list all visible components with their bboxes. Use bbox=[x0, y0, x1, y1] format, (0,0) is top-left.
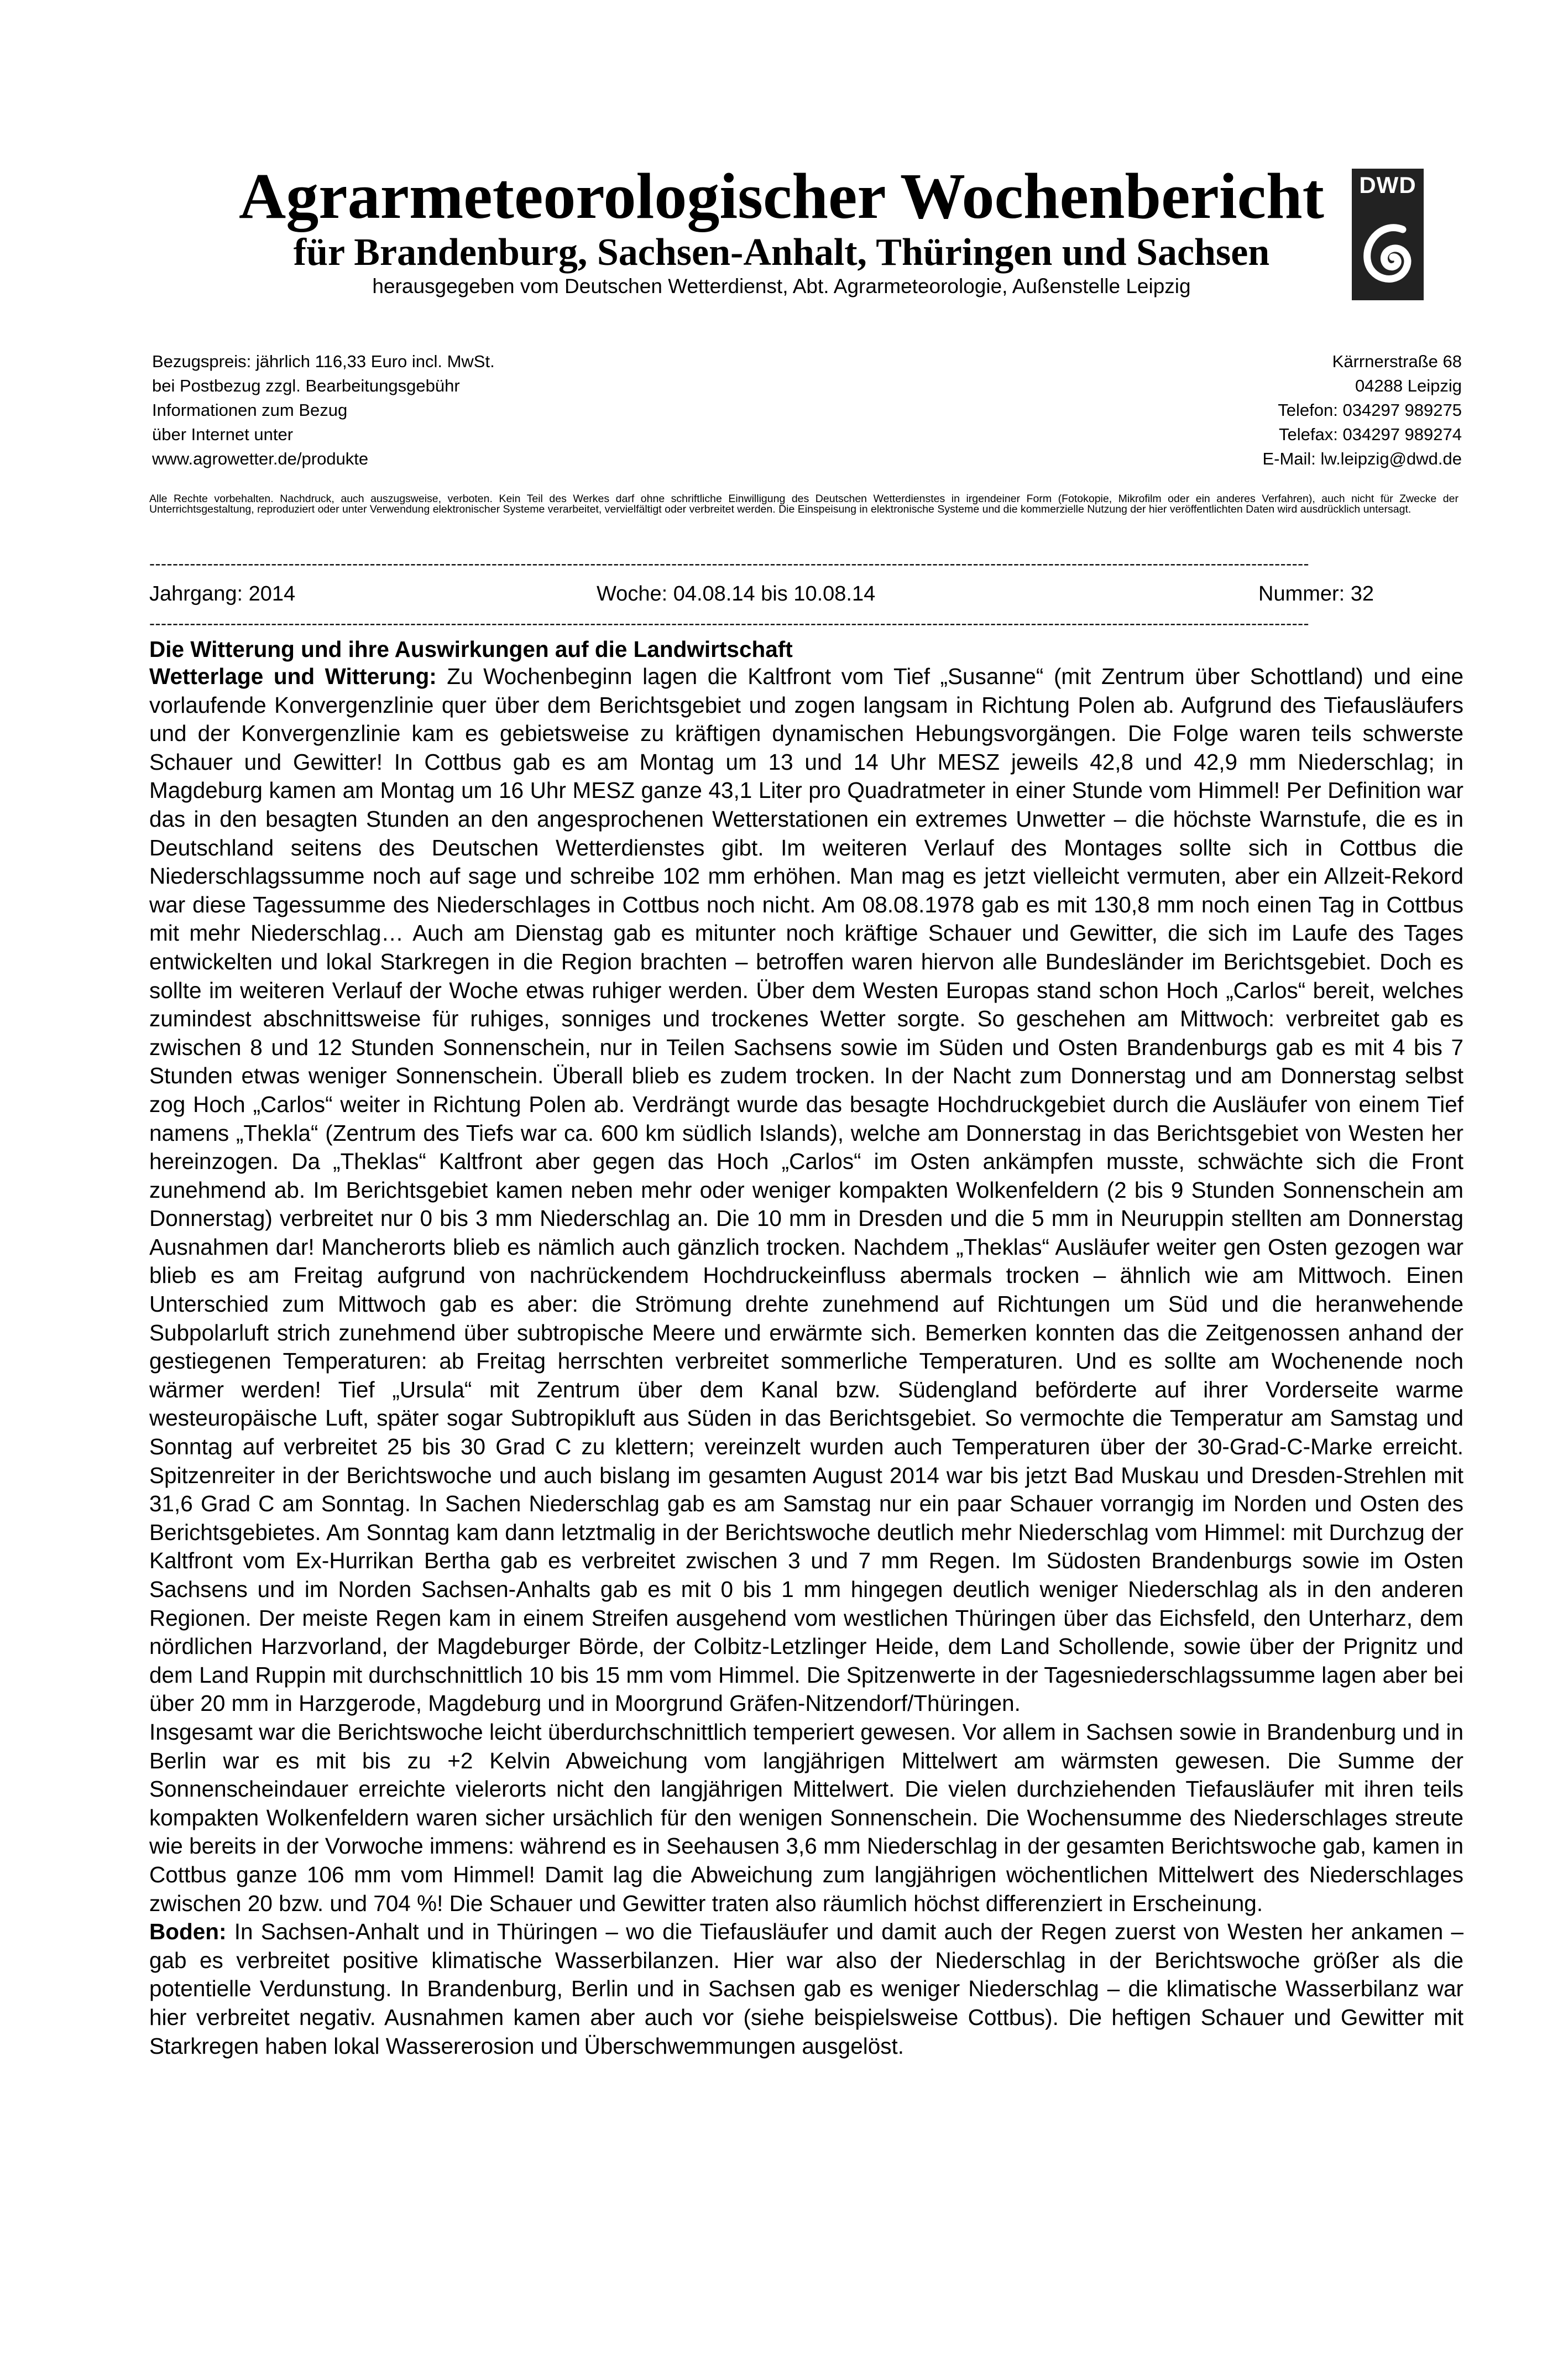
report-body bbox=[149, 662, 1463, 2060]
subscription-url: www.agrowetter.de/produkte bbox=[152, 449, 369, 468]
dwd-logo bbox=[1352, 169, 1424, 300]
subscription-info bbox=[152, 349, 495, 471]
weather-label: Wetterlage und Witterung: bbox=[149, 664, 437, 689]
summary-paragraph: Insgesamt war die Berichtswoche leicht überdurchschnittlich temperiert gewesen. Vor allem in Sachsen sowie in Brandenburg und in Berlin war es mit bis zu +2 Kelvin Abweichung vom langjährigen Mittelwert am wärmsten gewesen. Die Summe der Sonnenscheindauer erreichte vielerorts nicht den langjährigen Mittelwert. Die vielen durchziehenden Tiefausläufer mit ihren teils kompakten Wolkenfeldern waren sicher ursächlich für den wenigen Sonnenschein. Die Wochensumme des Niederschlages streute wie bereits in der Vorwoche immens: während es in Seehausen 3,6 mm Niederschlag in der gesamten Berichtswoche gab, kamen in Cottbus ganze 106 mm vom Himmel! Damit lag die Abweichung zum langjährigen wöchentlichen Mittelwert des Niederschlages zwischen 20 bzw. und 704 %! Die Schauer und Gewitter traten also räumlich höchst differenziert in Erscheinung. bbox=[149, 1719, 1463, 1916]
issue-year: Jahrgang: 2014 bbox=[149, 582, 296, 606]
separator-bottom: -------------------------------------------------------------------------------------------------------------------------------------------------------------------------------------------------------- bbox=[149, 615, 1310, 632]
section-title: Die Witterung und ihre Auswirkungen auf die Landwirtschaft bbox=[149, 636, 793, 662]
separator-top: -------------------------------------------------------------------------------------------------------------------------------------------------------------------------------------------------------- bbox=[149, 556, 1310, 572]
report-title: Agrarmeteorologischer Wochenbericht bbox=[239, 160, 1324, 232]
dwd-swirl-icon bbox=[1357, 217, 1418, 295]
subscription-price: Bezugspreis: jährlich 116,33 Euro incl. MwSt. bbox=[152, 352, 495, 371]
issue-number: Nummer: 32 bbox=[1258, 582, 1374, 606]
soil-text: In Sachsen-Anhalt und in Thüringen – wo die Tiefausläufer und damit auch der Regen zuerst von Westen her ankamen – gab es verbreitet positive klimatische Wasserbilanzen. Hier war also der Niederschlag in der Berichtswoche größer als die potentielle Verdunstung. In Brandenburg, Berlin und in Sachsen gab es weniger Niederschlag – die klimatische Wasserbilanz war hier verbreitet negativ. Ausnahmen kamen aber auch vor (siehe beispielsweise Cottbus). Die heftigen Schauer und Gewitter mit Starkregen haben lokal Wassererosion und Überschwemmungen ausgelöst. bbox=[149, 1919, 1463, 2059]
subscription-internet: über Internet unter bbox=[152, 425, 294, 444]
contact-info bbox=[1262, 349, 1462, 471]
subscription-info-label: Informationen zum Bezug bbox=[152, 400, 348, 420]
issue-week: Woche: 04.08.14 bis 10.08.14 bbox=[597, 582, 876, 606]
report-subtitle: für Brandenburg, Sachsen-Anhalt, Thüringen und Sachsen bbox=[293, 231, 1270, 274]
soil-label: Boden: bbox=[149, 1919, 227, 1945]
weather-paragraph bbox=[149, 662, 1463, 1718]
contact-phone: Telefon: 034297 989275 bbox=[1278, 400, 1462, 420]
dwd-logo-text: DWD bbox=[1359, 172, 1416, 198]
subscription-fee: bei Postbezug zzgl. Bearbeitungsgebühr bbox=[152, 376, 460, 395]
contact-street: Kärrnerstraße 68 bbox=[1332, 352, 1462, 371]
weather-text: Zu Wochenbeginn lagen die Kaltfront vom Tief „Susanne“ (mit Zentrum über Schottland) und eine vorlaufende Konvergenzlinie quer über dem Berichtsgebiet und zogen langsam in Richtung Polen ab. Aufgrund des Tiefausläufers und der Konvergenzlinie kam es gebietsweise zu kräftigen dynamischen Hebungsvorgängen. Die Folge waren teils schwerste Schauer und Gewitter! In Cottbus gab es am Montag um 13 und 14 Uhr MESZ jeweils 42,8 und 42,9 mm Niederschlag; in Magdeburg kamen am Montag um 16 Uhr MESZ ganze 43,1 Liter pro Quadratmeter in einer Stunde vom Himmel! Per Definition war das in den besagten Stunden an den angesprochenen Wetterstationen ein extremes Unwetter – die höchste Warnstufe, die es in Deutschland seitens des Deutschen Wetterdienstes gibt. Im weiteren Verlauf des Montages sollte sich in Cottbus die Niederschlagssumme noch auf sage und schreibe 102 mm erhöhen. Man mag es jetzt vielleicht vermuten, aber ein Allzeit-Rekord war diese Tagessumme des Niederschlages in Cottbus noch nicht. Am 08.08.1978 gab es mit 130,8 mm noch einen Tag in Cottbus mit mehr Niederschlag… Auch am Dienstag gab es mitunter noch kräftige Schauer und Gewitter, die sich im Laufe des Tages entwickelten und lokal Starkregen in die Region brachten – betroffen waren hiervon alle Bundesländer im Berichtsgebiet. Doch es sollte im weiteren Verlauf der Woche etwas ruhiger werden. Über dem Westen Europas stand schon Hoch „Carlos“ bereit, welches zumindest abschnittsweise für ruhiges, sonniges und trockenes Wetter sorgte. So geschehen am Mittwoch: verbreitet gab es zwischen 8 und 12 Stunden Sonnenschein, nur in Teilen Sachsens sowie im Süden und Osten Brandenburgs gab es mit 4 bis 7 Stunden etwas weniger Sonnenschein. Überall blieb es zudem trocken. In der Nacht zum Donnerstag und am Donnerstag selbst zog Hoch „Carlos“ weiter in Richtung Polen ab. Verdrängt wurde das besagte Hochdruckgebiet durch die Ausläufer von einem Tief namens „Thekla“ (Zentrum des Tiefs war ca. 600 km südlich Islands), welche am Donnerstag in das Berichtsgebiet von Westen her hereinzogen. Da „Theklas“ Kaltfront aber gegen das Hoch „Carlos“ im Osten ankämpfen musste, schwächte sich die Front zunehmend ab. Im Berichtsgebiet kamen neben mehr oder weniger kompakten Wolkenfeldern (2 bis 9 Stunden Sonnenschein am Donnerstag) verbreitet nur 0 bis 3 mm Niederschlag an. Die 10 mm in Dresden und die 5 mm in Neuruppin stellten am Donnerstag Ausnahmen dar! Mancherorts blieb es nämlich auch gänzlich trocken. Nachdem „Theklas“ Ausläufer weiter gen Osten gezogen war blieb es am Freitag aufgrund von nachrückendem Hochdruckeinfluss abermals trocken – ähnlich wie am Mittwoch. Einen Unterschied zum Mittwoch gab es aber: die Strömung drehte zunehmend auf Richtungen um Süd und die heranwehende Subpolarluft strich zunehmend über subtropische Meere und erwärmte sich. Bemerken konnten das die Zeitgenossen anhand der gestiegenen Temperaturen: ab Freitag herrschten verbreitet sommerliche Temperaturen. Und es sollte am Wochenende noch wärmer werden! Tief „Ursula“ mit Zentrum über dem Kanal bzw. Südengland beförderte auf ihrer Vorderseite warme westeuropäische Luft, später sogar Subtropikluft aus Süden in das Berichtsgebiet. So vermochte die Temperatur am Samstag und Sonntag auf verbreitet 25 bis 30 Grad C zu klettern; vereinzelt wurden auch Temperaturen über der 30-Grad-C-Marke erreicht. Spitzenreiter in der Berichtswoche und auch bislang im gesamten August 2014 war bis jetzt Bad Muskau und Dresden-Strehlen mit 31,6 Grad C am Sonntag. In Sachen Niederschlag gab es am Samstag nur ein paar Schauer vorrangig im Norden und Osten des Berichtsgebietes. Am Sonntag kam dann letztmalig in der Berichtswoche deutlich mehr Niederschlag vom Himmel: mit Durchzug der Kaltfront vom Ex-Hurrikan Bertha gab es verbreitet zwischen 3 und 7 mm Regen. Im Südosten Brandenburgs sowie im Osten Sachsens und im Norden Sachsen-Anhalts gab es mit 0 bis 1 mm hingegen deutlich weniger Niederschlag als in den anderen Regionen. Der meiste Regen kam in einem Streifen ausgehend vom westlichen Thüringen über das Eichsfeld, den Unterharz, dem nördlichen Harzvorland, der Magdeburger Börde, der Colbitz-Letzlinger Heide, dem Land Schollende, sowie über der Prignitz und dem Land Ruppin mit durchschnittlich 10 bis 15 mm vom Himmel. Die Spitzenwerte in der Tagesniederschlagssumme lagen aber bei über 20 mm in Harzgerode, Magdeburg und in Moorgrund Gräfen-Nitzendorf/Thüringen. bbox=[149, 664, 1463, 1716]
publisher-line: herausgegeben vom Deutschen Wetterdienst, Abt. Agrarmeteorologie, Außenstelle Leipzig bbox=[372, 275, 1191, 298]
soil-paragraph bbox=[149, 1918, 1463, 2060]
contact-city: 04288 Leipzig bbox=[1355, 376, 1462, 395]
contact-email: E-Mail: lw.leipzig@dwd.de bbox=[1262, 449, 1462, 468]
rights-notice: Alle Rechte vorbehalten. Nachdruck, auch auszugsweise, verboten. Kein Teil des Werkes darf ohne schriftliche Einwilligung des Deutschen Wetterdienstes in irgendeiner Form (Fotokopie, Mikrofilm oder ein anderes Verfahren), auch nicht für Zwecke der Unterrichtsgestaltung, reproduziert oder unter Verwendung elektronischer Systeme verarbeitet, vervielfältigt oder verbreitet werden. Die Einspeisung in elektronische Systeme und die kommerzielle Nutzung der hier veröffentlichten Daten wird ausdrücklich untersagt. bbox=[149, 493, 1459, 515]
contact-fax: Telefax: 034297 989274 bbox=[1279, 425, 1462, 444]
